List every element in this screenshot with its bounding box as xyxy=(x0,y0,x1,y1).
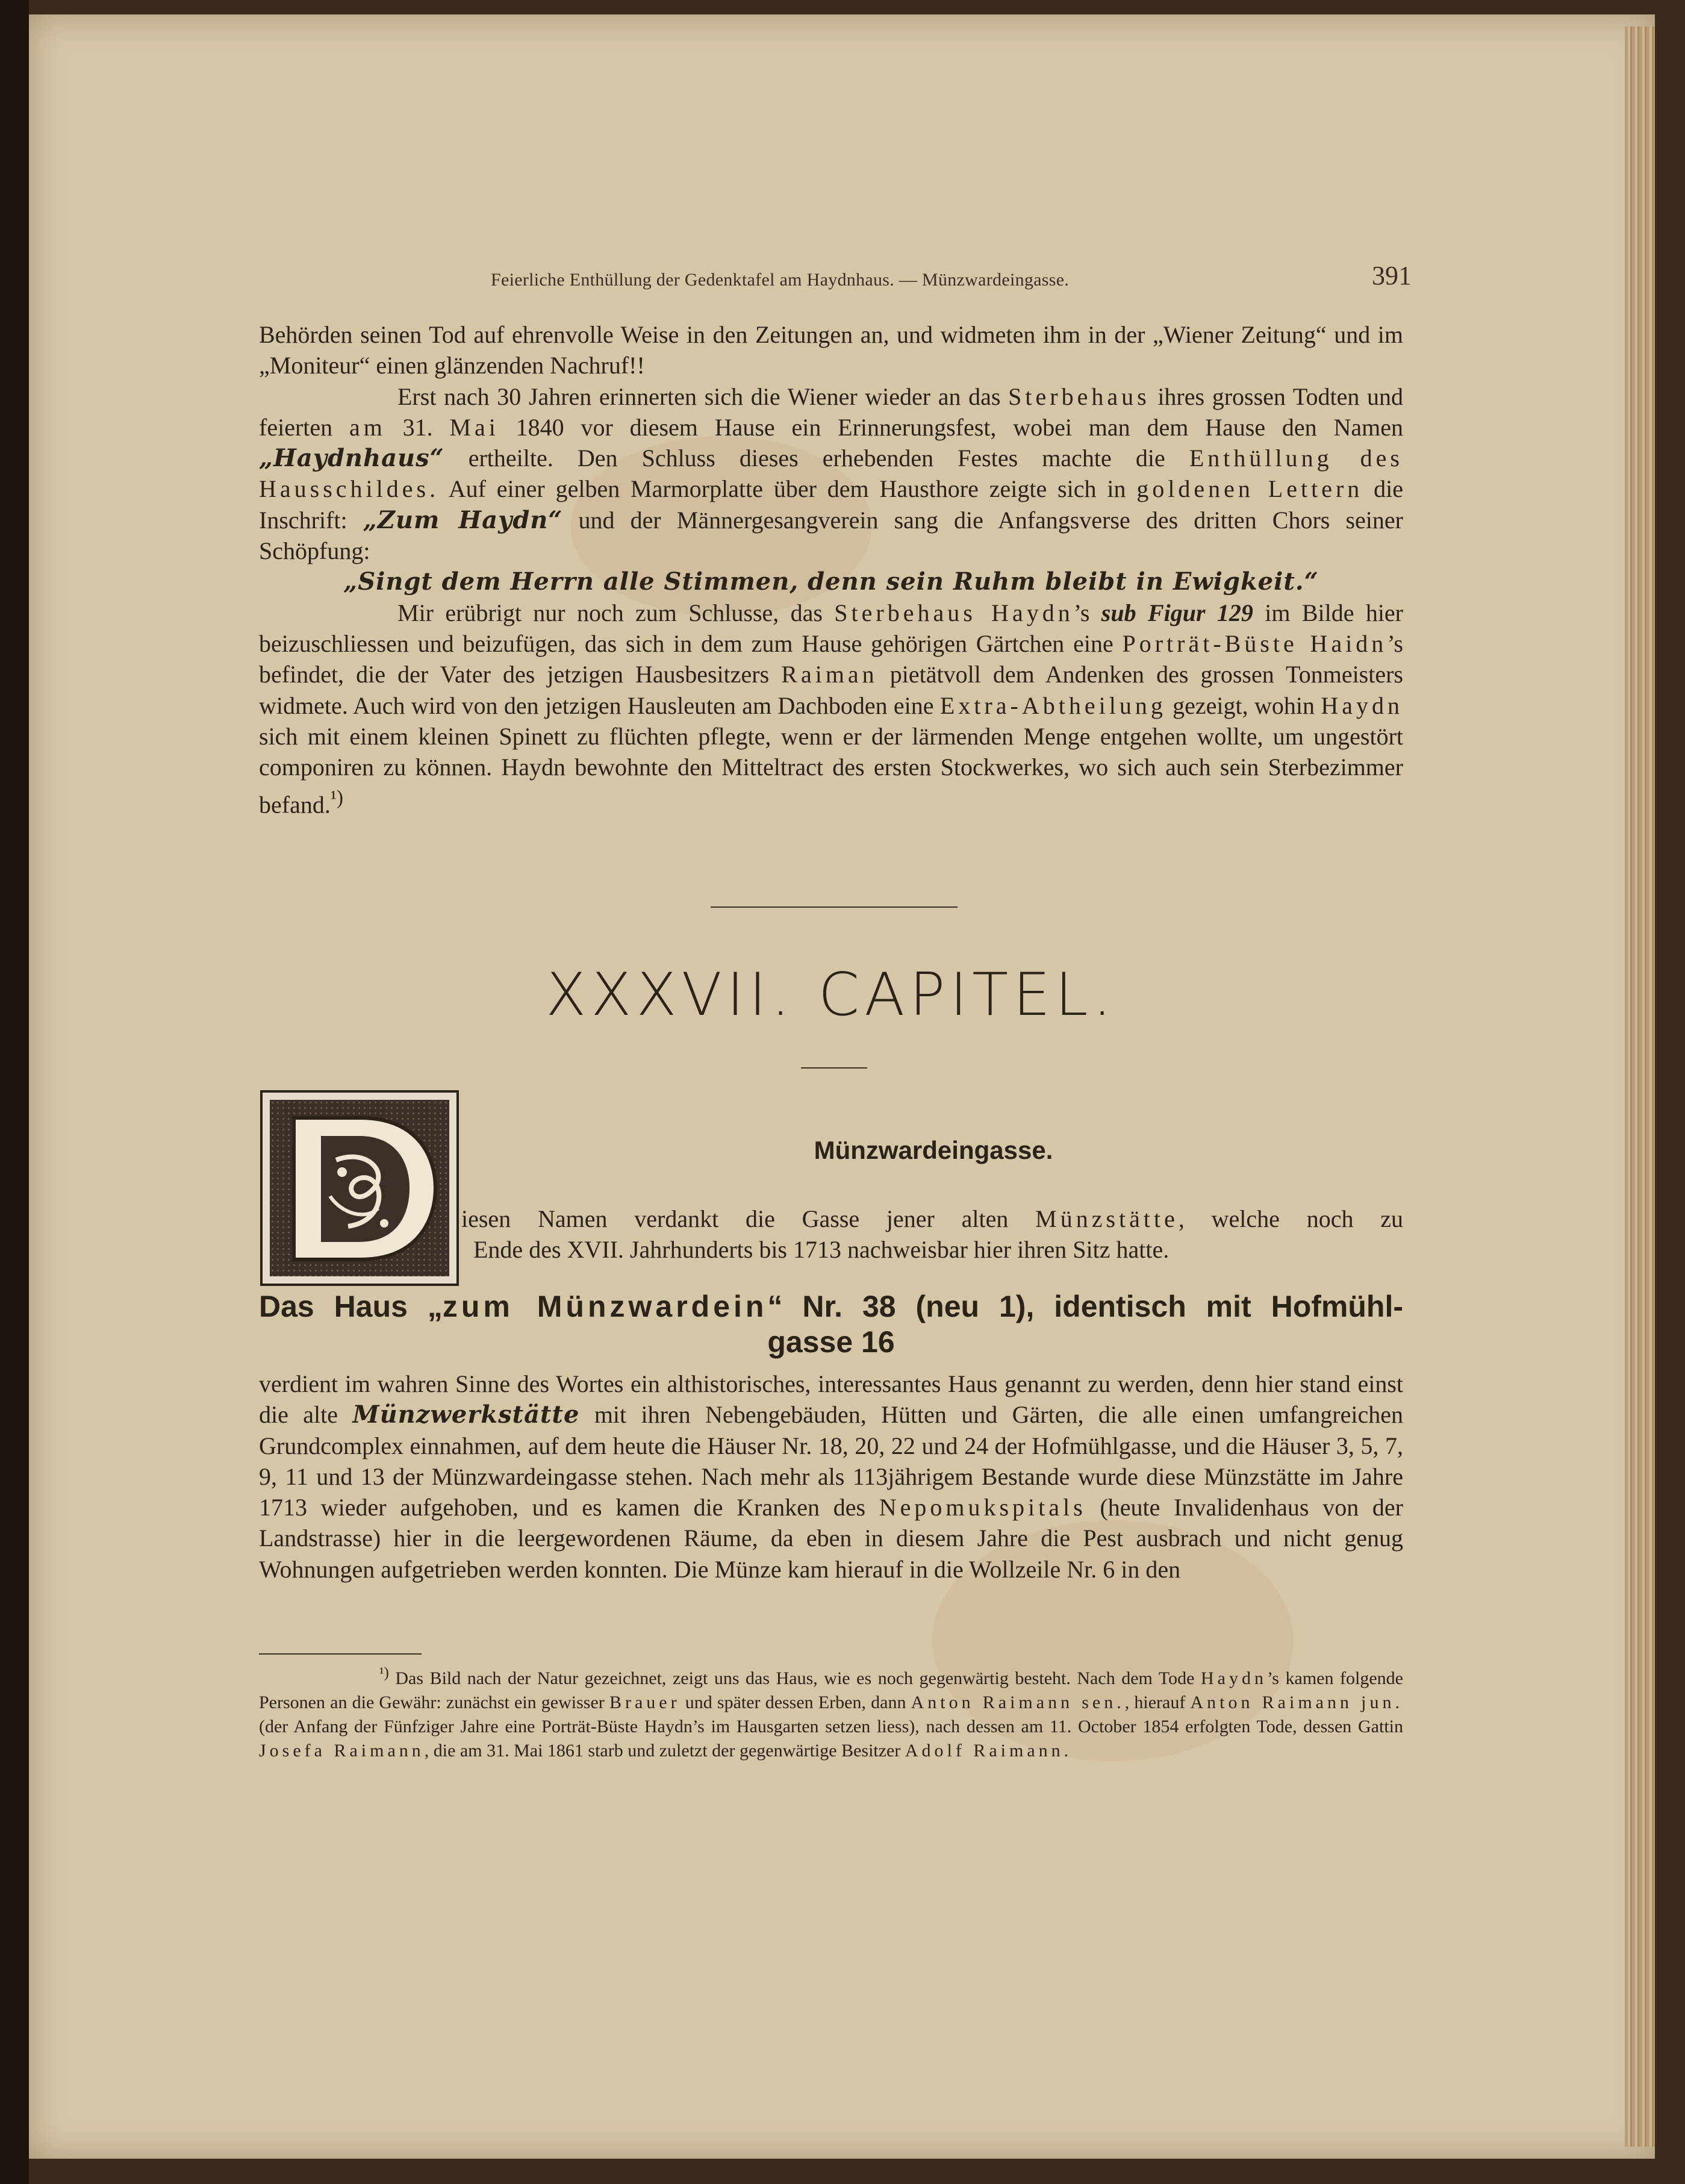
text-run: sich mit einem kleinen Spinett zu flüchten pflegte, wenn er der lärmenden Menge entgehen wollte, um ungestört componiren zu können. Haydn bewohnte den Mitteltract des ersten Stockwerkes, wo sich auch sein Sterbezimmer befand. xyxy=(259,722,1403,819)
text-run: ’s xyxy=(1073,599,1101,626)
text-run: ’s kamen folgende Personen an die Gewähr: zunächst ein gewisser xyxy=(259,1668,1403,1712)
text-run: Haydn xyxy=(1200,1668,1267,1688)
section-title: Münzwardeingasse. xyxy=(814,1136,1053,1164)
text-run: Sterbehaus xyxy=(1008,382,1150,410)
paragraph-1 xyxy=(259,319,1403,381)
text-run: Mai xyxy=(449,413,499,441)
text-run: Anton Raimann jun. xyxy=(1190,1693,1403,1712)
text-run: am xyxy=(349,413,386,441)
intro-line-1 xyxy=(461,1203,1403,1234)
text-run: (der Anfang der Fünfziger Jahre eine Porträt-Büste Haydn’s im Hausgarten setzen liess), nach dessen am 11. October 1854 erfolgten Tode, dessen Gattin xyxy=(259,1717,1403,1736)
house-body xyxy=(259,1368,1403,1585)
text-run: pietätvoll dem Andenken des grossen Tonmeisters widmete. Auch wird von den jetzigen Hausleuten am Dachboden eine xyxy=(259,661,1404,719)
house-paragraph xyxy=(259,1368,1403,1585)
chapter-rule xyxy=(801,1067,867,1069)
text-run: , welche noch zu xyxy=(1178,1205,1403,1232)
running-head: Feierliche Enthüllung der Gedenktafel am Haydnhaus. — Münzwardeingasse. xyxy=(491,270,1070,290)
quote-line: „Singt dem Herrn alle Stimmen, denn sein Ruhm bleibt in Ewigkeit.“ xyxy=(343,567,1319,596)
text-run: Porträt-Büste Haidn xyxy=(1122,629,1388,657)
footnote-marker: ¹) xyxy=(330,787,343,810)
text-run: 31. xyxy=(385,413,450,441)
paragraph-2 xyxy=(259,381,1403,567)
page-number: 391 xyxy=(1372,261,1412,290)
text-run: Das Bild nach der Natur gezeichnet, zeigt uns das Haus, wie es noch gegenwärtig besteht. Nach dem Tode xyxy=(388,1668,1201,1688)
text-run: Sterbehaus Haydn xyxy=(834,599,1074,626)
binding-shadow xyxy=(0,0,29,2184)
text-run: „Zum Haydn“ xyxy=(363,505,563,534)
text-run: Das Haus „ xyxy=(259,1290,443,1323)
text-run: Nepomukspitals xyxy=(879,1494,1086,1521)
text-run: „Haydnhaus“ xyxy=(259,444,444,473)
text-run: und später dessen Erben, dann xyxy=(680,1693,911,1712)
text-run: gezeigt, wohin xyxy=(1166,691,1321,719)
text-run: Münzwerkstätte xyxy=(352,1400,580,1429)
text-run: . xyxy=(1064,1741,1069,1761)
text-run: Enthüllung des Hausschildes. xyxy=(259,445,1403,503)
text-run: Haydn xyxy=(1321,691,1403,719)
text-run: und der Männergesangverein sang die Anfangsverse des dritten Chors seiner Schöpfung: xyxy=(259,506,1403,565)
text-run: Raiman xyxy=(781,661,878,688)
text-run: (heute Invalidenhaus von der Landstrasse) hier in die leergewordenen Räume, da eben in diesem Jahre die Pest ausbrach und nicht genug Wohnungen aufgetrieben werden konnten. Die Münze kam hierauf in die Wollzeile Nr. 6 in den xyxy=(259,1494,1403,1583)
intro-line-2: Ende des XVII. Jahrhunderts bis 1713 nachweisbar hier ihren Sitz hatte. xyxy=(473,1236,1170,1264)
text-run: Auf einer gelben Marmorplatte über dem Hausthore zeigte sich in xyxy=(439,475,1137,503)
text-run: ihres grossen Todten und feierten xyxy=(259,382,1404,441)
section-separator xyxy=(711,906,958,908)
text-run: Adolf Raimann xyxy=(905,1741,1064,1761)
figure-reference: sub Figur 129 xyxy=(1101,599,1253,626)
house-heading xyxy=(259,1289,1403,1360)
section-body-1 xyxy=(259,319,1403,820)
paragraph-1-text: Behörden seinen Tod auf ehrenvolle Weise in den Zeitungen an, und widmeten ihm in der „Wiener Zeitung“ und im „Moniteur“ einen glänzenden Nachruf!! xyxy=(259,321,1403,379)
paragraph-3 xyxy=(259,597,1403,820)
chapter-title: XXXVII. CAPITEL. xyxy=(546,961,1117,1029)
text-run: , die am 31. Mai 1861 starb und zuletzt der gegenwärtige Besitzer xyxy=(424,1741,905,1761)
footnote-text xyxy=(259,1661,1403,1763)
text-run: verdient im wahren Sinne des Wortes ein althistorisches, interessantes Haus genannt zu werden, denn hier stand einst die alte xyxy=(259,1370,1403,1429)
text-run: 1840 vor diesem Hause ein Erinnerungsfest, wobei man dem Hause den Namen xyxy=(499,413,1403,441)
text-run: , hierauf xyxy=(1124,1693,1191,1712)
footnote-rule xyxy=(259,1653,422,1655)
text-run: Josefa Raimann xyxy=(259,1741,425,1761)
text-run: ’s befindet, die der Vater des jetzigen Hausbesitzers xyxy=(259,629,1403,688)
text-run: ertheilte. Den Schluss dieses erhebenden Festes machte die xyxy=(444,445,1189,472)
text-run: Mir erübrigt nur noch zum Schlusse, das xyxy=(397,599,835,626)
footnote-marker: ¹) xyxy=(379,1665,389,1681)
text-run: goldenen Lettern xyxy=(1136,475,1363,503)
text-run: iesen Namen verdankt die Gasse jener alten xyxy=(461,1205,1036,1232)
text-run: die Inschrift: xyxy=(259,475,1404,534)
chapter-intro xyxy=(259,1203,1403,1265)
text-run: Anton Raimann sen. xyxy=(911,1693,1125,1712)
text-run: Extra-Abtheilung xyxy=(939,691,1166,719)
text-run: Münzstätte xyxy=(1035,1205,1179,1232)
text-run: mit ihren Nebengebäuden, Hütten und Gärten, die alle einen umfangreichen Grundcomplex einnahmen, auf dem heute die Häuser Nr. 18, 20, 22 und 24 der Hofmühlgasse, und die Häuser 3, 5, 7, 9, 11 und 13 der Münzwardeingasse stehen. Nach mehr als 113jährigem Bestande wurde diese Münzstätte im Jahre 1713 wieder aufgehoben, und es kamen die Kranken des xyxy=(259,1401,1403,1521)
house-heading-line-1 xyxy=(259,1289,1403,1324)
text-run: Brauer xyxy=(609,1693,681,1712)
text-run: im Bilde hier beizuschliessen und beizufügen, das sich in dem zum Hause gehörigen Gärtchen eine xyxy=(259,599,1404,657)
text-run: zum Münzwardein xyxy=(442,1290,768,1323)
text-run: “ Nr. 38 (neu 1), identisch mit Hofmühl- xyxy=(767,1290,1403,1323)
text-run: Erst nach 30 Jahren erinnerten sich die Wiener wieder an das xyxy=(397,382,1009,410)
house-heading-line-2: gasse 16 xyxy=(767,1325,895,1359)
page-edges xyxy=(1625,27,1655,2147)
footnote xyxy=(259,1661,1403,1763)
